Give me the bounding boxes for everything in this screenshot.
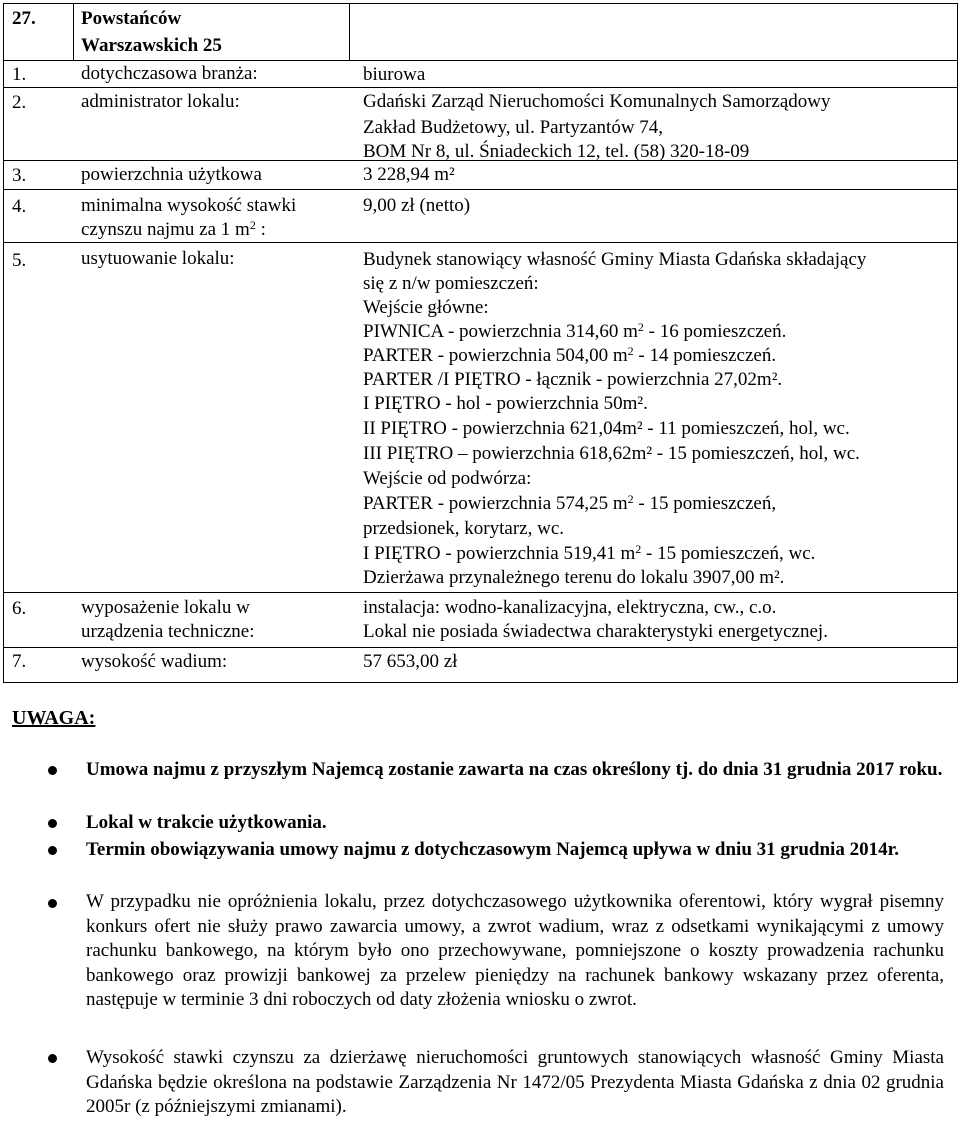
row4-value: 9,00 zł (netto): [363, 195, 471, 216]
row5-piwnica: PIWNICA - powierzchnia 314,60 $m^2 - 16$ pomieszczeń.: [363, 320, 787, 342]
row6-value-line1: instalacja: wodno-kanalizacyjna, elektryczna, cw., c.o.: [363, 597, 777, 618]
row2-value-line2: Zakład Budżetowy, ul. Partyzantów 74,: [363, 117, 664, 138]
notes-heading: UWAGA:: [12, 707, 96, 729]
row6-value-line2: Lokal nie posiada świadectwa charakterystyki energetycznej.: [363, 621, 828, 642]
row1-label: dotychczasowa branża:: [81, 63, 258, 84]
note-item: Wysokość stawki czynszu za dzierżawę nieruchomości gruntowych stanowiących własność Gminy Miasta Gdańska będzie określona na podstawie Zarządzenia Nr 1472/05 Prezydenta Miasta Gdańska z dnia 02 grudnia 2005r (z późniejszymi zmianami).: [86, 1047, 944, 1117]
property-address-line1: Powstańców: [81, 8, 182, 29]
column-divider: [73, 4, 74, 61]
row1-number: 1.: [12, 64, 27, 85]
row5-pietro2: II PIĘTRO - powierzchnia 621,04m² - 11 pomieszczeń, hol, wc.: [363, 418, 850, 439]
row5-pietro3: III PIĘTRO – powierzchnia 618,62m² - 15 pomieszczeń, hol, wc.: [363, 443, 860, 464]
row-divider: [4, 87, 957, 88]
row5-hol: I PIĘTRO - hol - powierzchnia 50m².: [363, 393, 648, 414]
bullet-icon: [48, 899, 57, 908]
property-address-line2: Warszawskich 25: [81, 35, 222, 56]
row5-yard-parter-cont: przedsionek, korytarz, wc.: [363, 518, 565, 539]
row2-number: 2.: [12, 92, 27, 113]
column-divider: [349, 4, 350, 61]
row5-parter: PARTER - powierzchnia 504,00 $m^2 - 14$ pomieszczeń.: [363, 344, 777, 366]
bullet-icon: [48, 1054, 57, 1063]
row5-number: 5.: [12, 250, 27, 271]
row6-label-line2: urządzenia techniczne:: [81, 621, 255, 642]
row1-value: biurowa: [363, 64, 426, 85]
row2-value-line3: BOM Nr 8, ul. Śniadeckich 12, tel. (58) 320-18-09: [363, 141, 750, 162]
row2-value-line1: Gdański Zarząd Nieruchomości Komunalnych Samorządowy: [363, 91, 831, 112]
bullet-icon: [48, 846, 57, 855]
row3-label: powierzchnia użytkowa: [81, 164, 262, 185]
bullet-icon: [48, 766, 57, 775]
bullet-icon: [48, 819, 57, 828]
row5-lacznik: PARTER /I PIĘTRO - łącznik - powierzchnia 27,02m².: [363, 369, 783, 390]
row-divider: [4, 242, 957, 243]
row6-number: 6.: [12, 598, 27, 619]
header-number: 27.: [12, 8, 36, 29]
row5-yard-parter: PARTER - powierzchnia 574,25 $m^2 - 15$ pomieszczeń,: [363, 492, 777, 514]
row-divider: [4, 592, 957, 593]
row5-lease: Dzierżawa przynależnego terenu do lokalu 3907,00 m².: [363, 567, 785, 588]
row5-entrance-yard: Wejście od podwórza:: [363, 468, 532, 489]
row5-label: usytuowanie lokalu:: [81, 248, 235, 269]
row3-value: 3 228,94 m²: [363, 164, 455, 185]
note-item: W przypadku nie opróżnienia lokalu, przez dotychczasowego użytkownika oferentowi, który wygrał pisemny konkurs ofert nie służy prawo zawarcia umowy, a zwrot wadium, wraz z odsetkami wynikającymi z umowy rachunku bankowego, na którym było ono przechowywane, pomniejszone o koszty prowadzenia rachunku bankowego oraz prowizji bankowej za przelew pieniędzy na rachunek bankowy wskazany przez oferenta, następuje w terminie 3 dni roboczych od daty złożenia wniosku o zwrot.: [86, 891, 944, 1010]
row-divider: [4, 189, 957, 190]
row4-label-line1: minimalna wysokość stawki: [81, 195, 297, 216]
row-divider: [4, 60, 957, 61]
row5-intro-line2: się z n/w pomieszczeń:: [363, 273, 539, 294]
row7-value: 57 653,00 zł: [363, 651, 458, 672]
row6-label-line1: wyposażenie lokalu w: [81, 597, 250, 618]
row5-yard-pietro: I PIĘTRO - powierzchnia 519,41 $m^2 - 15$ pomieszczeń, wc.: [363, 542, 816, 564]
row4-number: 4.: [12, 196, 27, 217]
row3-number: 3.: [12, 165, 27, 186]
row5-entrance-main: Wejście główne:: [363, 297, 489, 318]
row7-label: wysokość wadium:: [81, 651, 228, 672]
note-item: Lokal w trakcie użytkowania.: [86, 812, 327, 833]
row7-number: 7.: [12, 651, 27, 672]
row4-label-line2: czynszu najmu za 1 $m^2$ :: [81, 218, 266, 240]
row5-intro-line1: Budynek stanowiący własność Gminy Miasta Gdańska składający: [363, 249, 867, 270]
row-divider: [4, 647, 957, 648]
row2-label: administrator lokalu:: [81, 91, 240, 112]
note-item: Umowa najmu z przyszłym Najemcą zostanie zawarta na czas określony tj. do dnia 31 grudnia 2017 roku.: [86, 759, 943, 780]
note-item: Termin obowiązywania umowy najmu z dotychczasowym Najemcą upływa w dniu 31 grudnia 2014r.: [86, 839, 900, 860]
